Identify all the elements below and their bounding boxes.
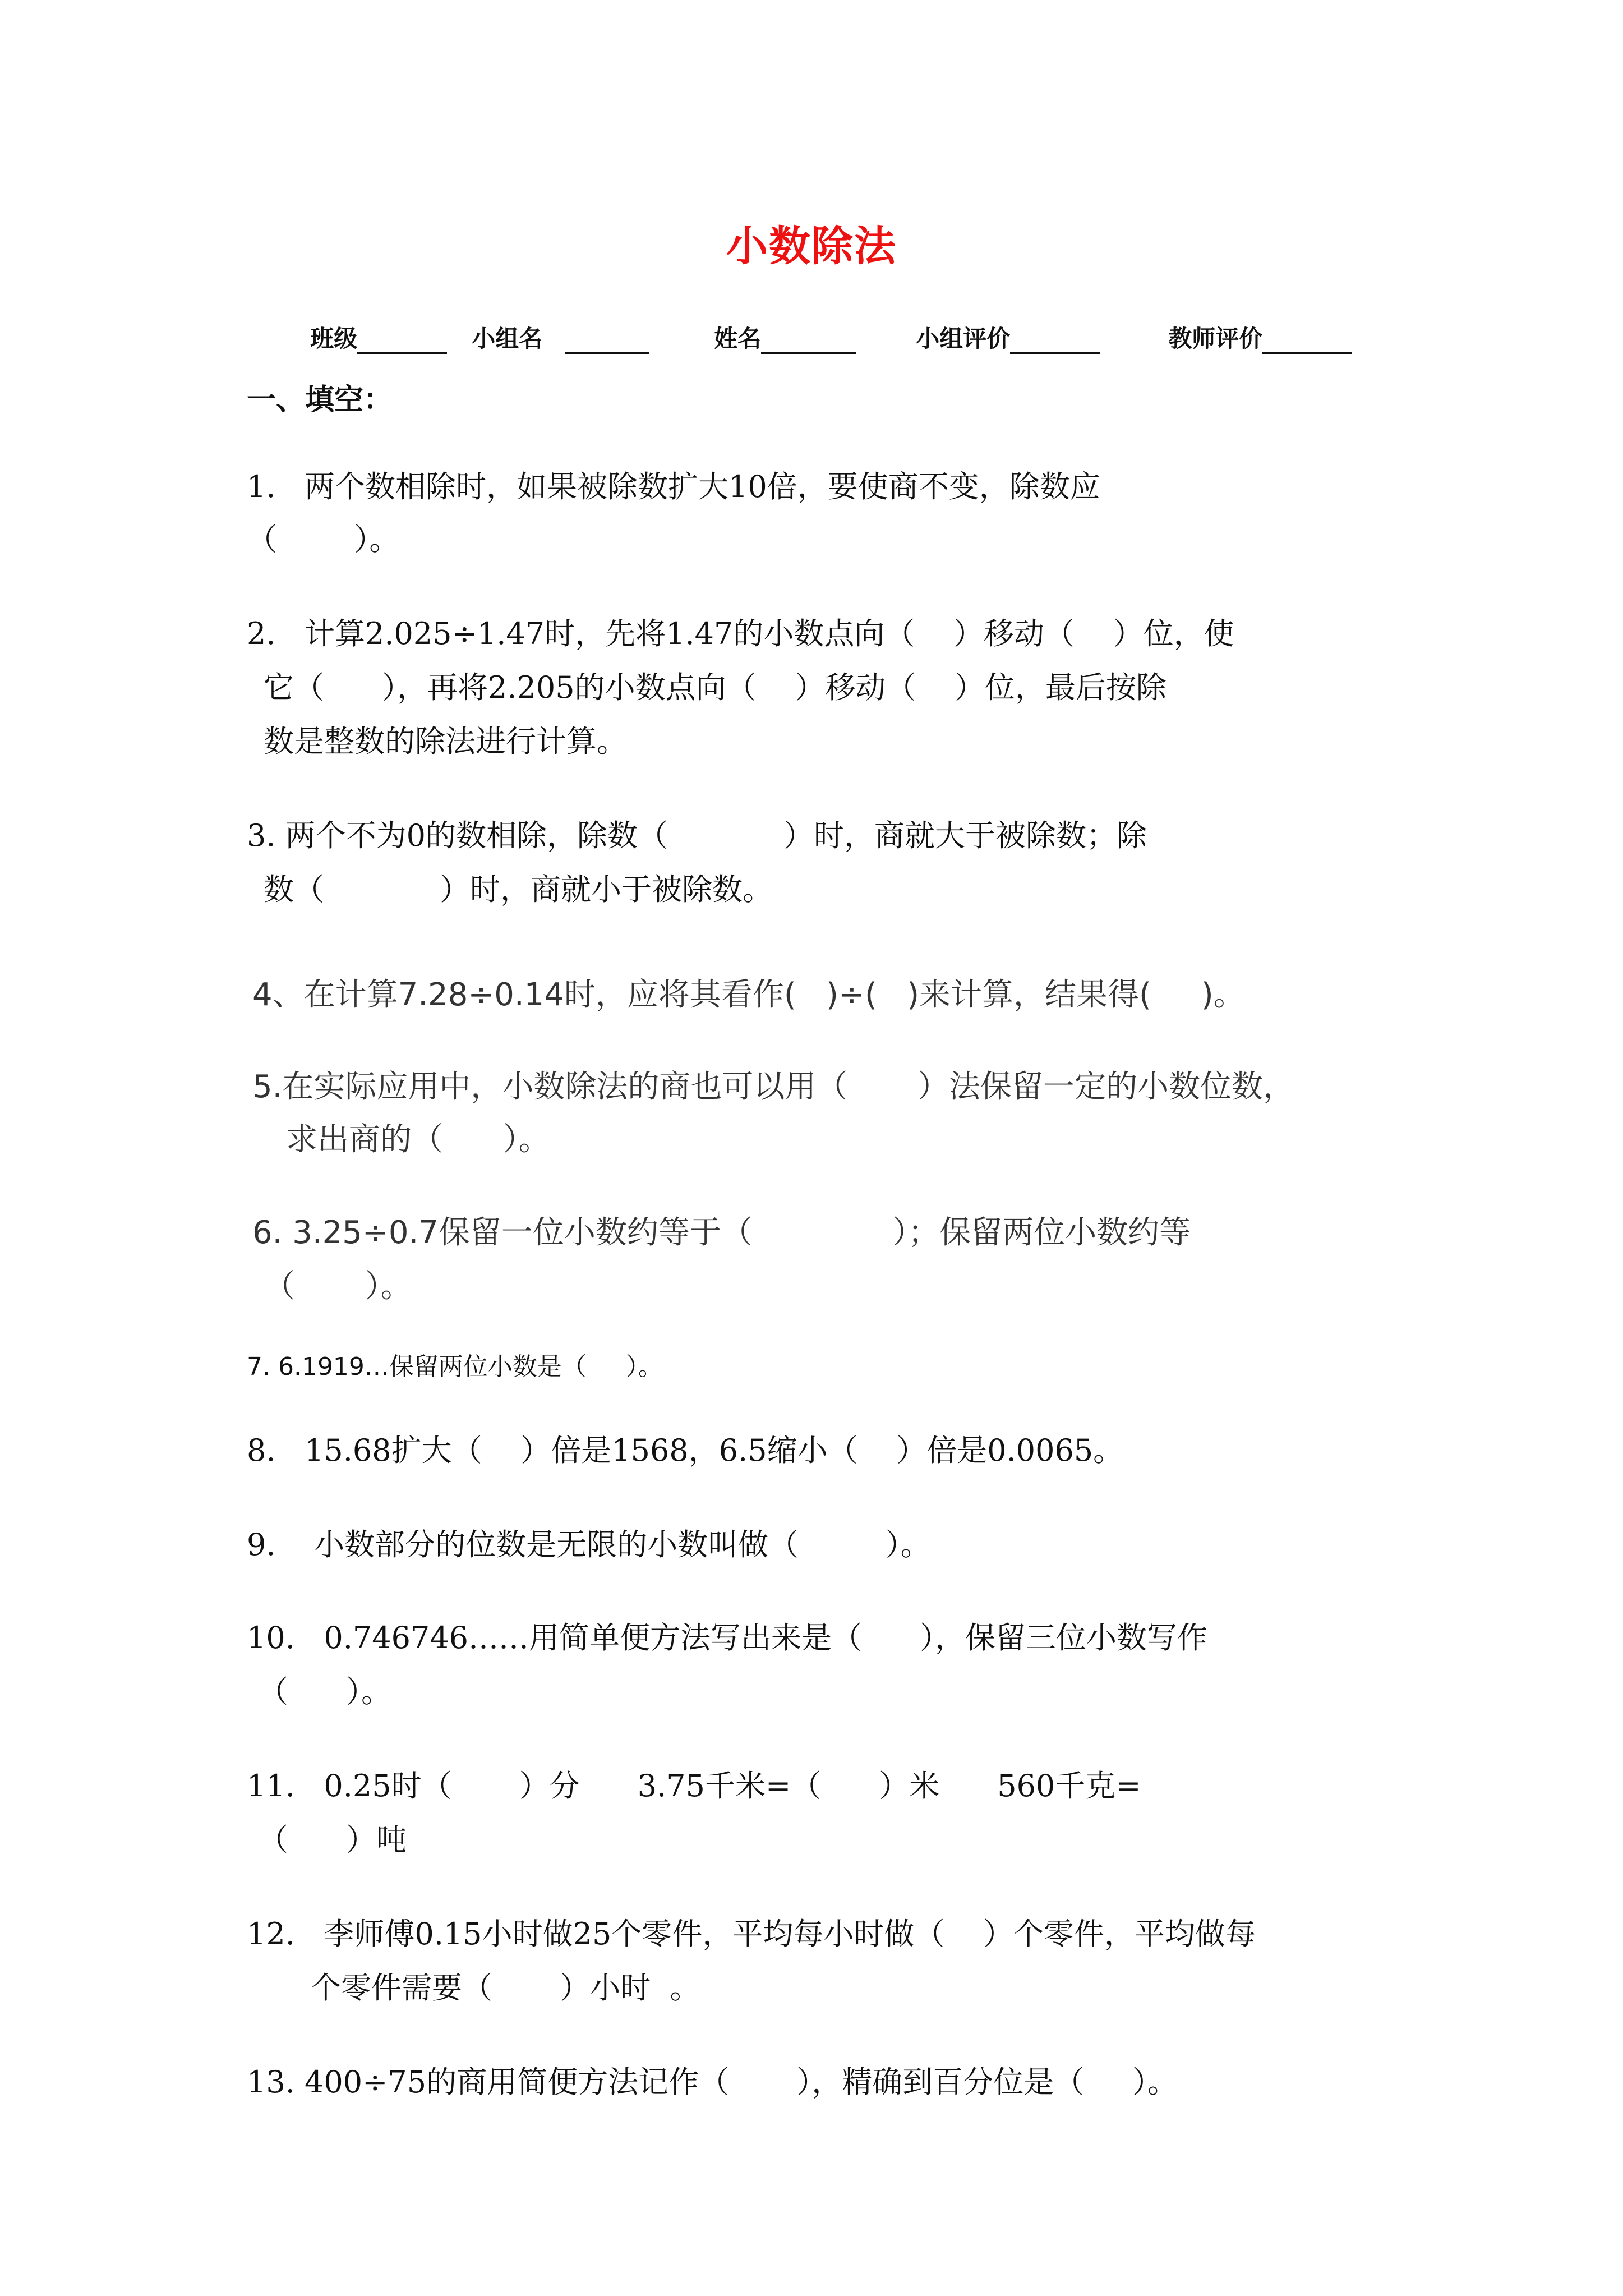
question-5-line-2: 求出商的（ ）。 [286,1121,550,1158]
page-title: 小数除法 [726,222,897,270]
class-label: 班级 [310,325,358,352]
question-6-line-2: （ ）。 [264,1268,412,1305]
question-11-line-1: 11. 0.25时（ ）分 3.75千米=（ ）米 560千克= [247,1768,1141,1803]
question-12-line-2: 个零件需要（ ）小时 。 [311,1970,700,2005]
group-eval-field [900,293,1100,354]
teacher-eval-label: 教师评价 [1168,325,1263,352]
class-field [294,293,447,354]
question-2-line-1: 2. 计算2.025÷1.47时，先将1.47的小数点向（ ）移动（ ）位，使 [247,616,1234,651]
section-heading: 一、填空： [247,383,393,417]
group-eval-label: 小组评价 [916,325,1011,352]
name-label: 姓名 [714,325,762,352]
question-13-line-1: 13. 400÷75的商用简便方法记作（ ），精确到百分位是（ ）。 [247,2064,1178,2100]
name-blank[interactable] [761,328,856,354]
question-3-line-1: 3. 两个不为0的数相除，除数（ ）时，商就大于被除数；除 [247,818,1147,853]
question-4-line-1: 4、在计算7.28÷0.14时，应将其看作( )÷( )来计算，结果得( )。 [252,977,1245,1013]
question-11-line-2: （ ）吨 [258,1822,407,1857]
question-12-line-1: 12. 李师傅0.15小时做25个零件，平均每小时做（ ）个零件，平均做每 [247,1916,1256,1952]
teacher-eval-field [1152,293,1352,354]
question-10-line-2: （ ）。 [258,1674,391,1709]
group-name-blank[interactable] [565,328,649,354]
question-1-line-2: （ ）。 [247,522,400,557]
question-5-line-1: 5.在实际应用中，小数除法的商也可以用（ ）法保留一定的小数位数， [252,1069,1295,1105]
question-1-line-1: 1. 两个数相除时，如果被除数扩大10倍，要使商不变，除数应 [247,469,1100,504]
question-2-line-3: 数是整数的除法进行计算。 [264,724,627,759]
group-name-field [455,293,649,354]
question-7-line-1: 7. 6.1919…保留两位小数是（ ）。 [247,1352,663,1381]
question-2-line-2: 它（ ），再将2.205的小数点向（ ）移动（ ）位，最后按除 [264,670,1166,705]
question-10-line-1: 10. 0.746746……用简单便方法写出来是（ ），保留三位小数写作 [247,1620,1208,1655]
class-blank[interactable] [357,328,447,354]
question-3-line-2: 数（ ）时，商就小于被除数。 [264,872,773,907]
question-9-line-1: 9. 小数部分的位数是无限的小数叫做（ ）。 [247,1527,931,1562]
name-field [698,293,856,354]
teacher-eval-blank[interactable] [1262,328,1352,354]
group-name-label: 小组名 [472,325,543,352]
question-8-line-1: 8. 15.68扩大（ ）倍是1568，6.5缩小（ ）倍是0.0065。 [247,1433,1124,1468]
group-eval-blank[interactable] [1010,328,1100,354]
question-6-line-1: 6. 3.25÷0.7保留一位小数约等于（ ）；保留两位小数约等 [252,1214,1191,1251]
